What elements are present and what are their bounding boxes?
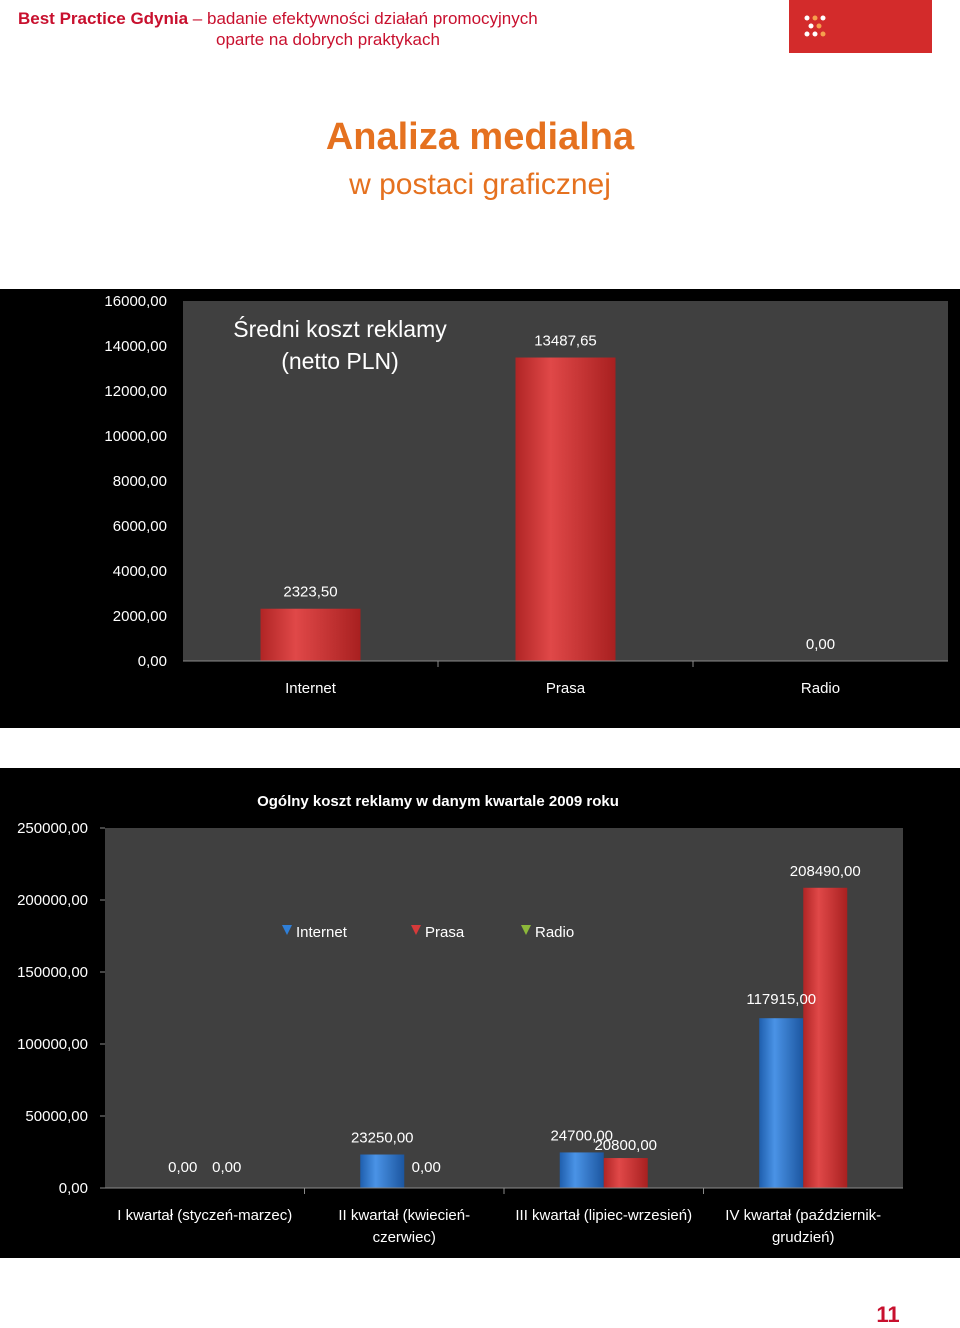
- y-tick-label: 200000,00: [17, 892, 88, 909]
- legend-label-prasa: Prasa: [425, 924, 465, 941]
- bar-internet: [360, 1155, 404, 1188]
- logo: [789, 0, 932, 53]
- y-tick-label: 2000,00: [112, 608, 167, 625]
- bar-prasa: [803, 888, 847, 1188]
- chart-quarterly-cost: [0, 768, 960, 1258]
- y-tick-label: 50000,00: [25, 1108, 88, 1125]
- y-tick-label: 100000,00: [17, 1036, 88, 1053]
- chart-title-line1: Średni koszt reklamy: [233, 316, 447, 342]
- header-dash: –: [188, 9, 207, 28]
- page-subtitle: w postaci graficznej: [349, 168, 611, 201]
- y-tick-label: 6000,00: [112, 518, 167, 535]
- y-tick-label: 250000,00: [17, 820, 88, 837]
- x-tick-label: Prasa: [545, 680, 586, 697]
- value-label: 23250,00: [350, 1129, 414, 1147]
- bar-prasa: [516, 358, 616, 661]
- x-tick-label: I kwartał (styczeń-marzec): [117, 1207, 293, 1224]
- x-tick-label: Radio: [800, 680, 841, 697]
- value-label: 2323,50: [283, 583, 338, 601]
- header-title: [18, 8, 538, 29]
- page-title: Analiza medialna: [325, 116, 635, 158]
- bar-internet: [759, 1018, 803, 1188]
- value-label: 20800,00: [594, 1137, 658, 1155]
- value-label: 208490,00: [789, 862, 861, 880]
- bar-internet: [261, 609, 361, 661]
- bar-prasa: [604, 1158, 648, 1188]
- value-label: 0,00: [168, 1159, 198, 1176]
- x-tick-label: Internet: [285, 680, 336, 697]
- y-tick-label: 150000,00: [17, 964, 88, 981]
- value-label: 0,00: [805, 636, 836, 653]
- x-tick-label: czerwiec): [372, 1229, 436, 1246]
- chart-average-cost: [0, 289, 960, 728]
- y-tick-label: 14000,00: [104, 338, 167, 355]
- x-tick-label: III kwartał (lipiec-wrzesień): [515, 1207, 693, 1224]
- chart-average-cost-svg: [0, 289, 960, 728]
- page-number: 11: [876, 1302, 900, 1327]
- chart-title-line2: (netto PLN): [281, 348, 399, 374]
- chart-quarterly-cost-svg: [0, 768, 960, 1258]
- chart-title: Ogólny koszt reklamy w danym kwartale 2009 roku: [257, 793, 619, 810]
- legend-label-radio: Radio: [535, 924, 575, 941]
- header-subtitle-line1: badanie efektywności działań promocyjnych: [206, 9, 538, 28]
- x-tick-label: grudzień): [771, 1229, 835, 1246]
- bar-internet: [560, 1152, 604, 1188]
- value-label: 117915,00: [746, 991, 817, 1009]
- x-tick-label: IV kwartał (październik-: [725, 1207, 882, 1224]
- logo-icon: [789, 0, 932, 53]
- value-label: 0,00: [212, 1159, 242, 1176]
- value-label: 13487,65: [534, 332, 597, 350]
- y-tick-label: 16000,00: [104, 293, 167, 310]
- legend-label-internet: Internet: [296, 924, 347, 941]
- y-tick-label: 12000,00: [104, 383, 167, 400]
- header-subtitle-line2: oparte na dobrych praktykach: [216, 30, 440, 49]
- y-tick-label: 0,00: [137, 653, 167, 670]
- y-tick-label: 4000,00: [112, 563, 167, 580]
- y-tick-label: 0,00: [58, 1180, 88, 1197]
- x-tick-label: II kwartał (kwiecień-: [338, 1207, 471, 1224]
- value-label: 0,00: [411, 1159, 441, 1176]
- y-tick-label: 8000,00: [112, 473, 167, 490]
- value-label: 24700,00: [550, 1127, 614, 1145]
- brand-name: Best Practice Gdynia: [18, 9, 189, 28]
- y-tick-label: 10000,00: [104, 428, 167, 445]
